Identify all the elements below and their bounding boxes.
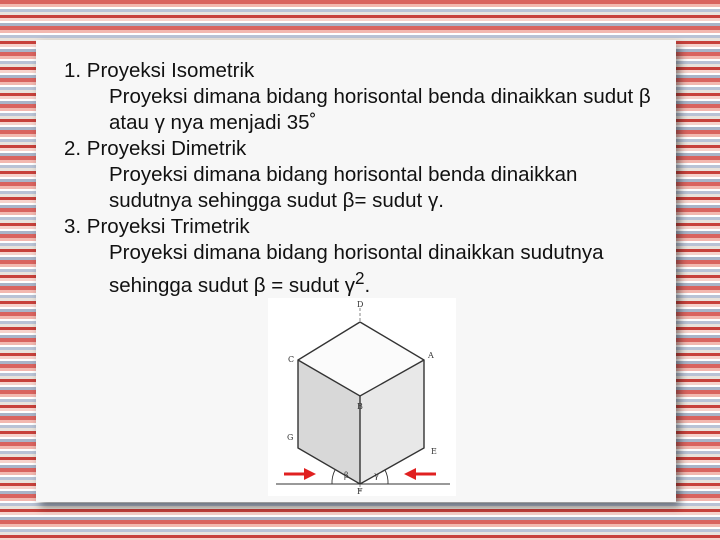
item-3-superscript: 2 (355, 269, 365, 288)
label-g: G (287, 433, 294, 442)
label-beta: β (344, 471, 349, 480)
label-d: D (357, 300, 364, 309)
item-3-description-text: Proyeksi dimana bidang horisontal dinaikkan sudutnya sehingga sudut β = sudut γ (109, 241, 604, 297)
label-e: E (431, 447, 437, 456)
item-2-title: 2. Proyeksi Dimetrik (64, 137, 247, 160)
label-c: C (288, 355, 295, 364)
item-1-description: Proyeksi dimana bidang horisontal benda dinaikkan sudut β atau γ nya menjadi 35˚ (109, 85, 651, 134)
right-arrow-icon (404, 468, 436, 480)
item-3-description-end: . (364, 273, 371, 297)
label-a: A (428, 351, 434, 360)
label-f: F (357, 487, 363, 496)
cube-drawing (268, 298, 456, 496)
left-arrow-icon (284, 468, 316, 480)
gamma-angle-arc (385, 470, 388, 484)
label-b: B (357, 402, 363, 411)
isometric-cube-figure (268, 298, 456, 496)
item-3-description (109, 240, 664, 299)
label-gamma: γ (374, 471, 379, 480)
item-3-title: 3. Proyeksi Trimetrik (64, 215, 250, 238)
item-2-description: Proyeksi dimana bidang horisontal benda dinaikkan sudutnya sehingga sudut β= sudut γ. (109, 163, 578, 212)
item-1-title: 1. Proyeksi Isometrik (64, 59, 255, 82)
slide-panel (36, 40, 676, 502)
beta-angle-arc (332, 470, 335, 484)
slide-content (64, 58, 664, 299)
